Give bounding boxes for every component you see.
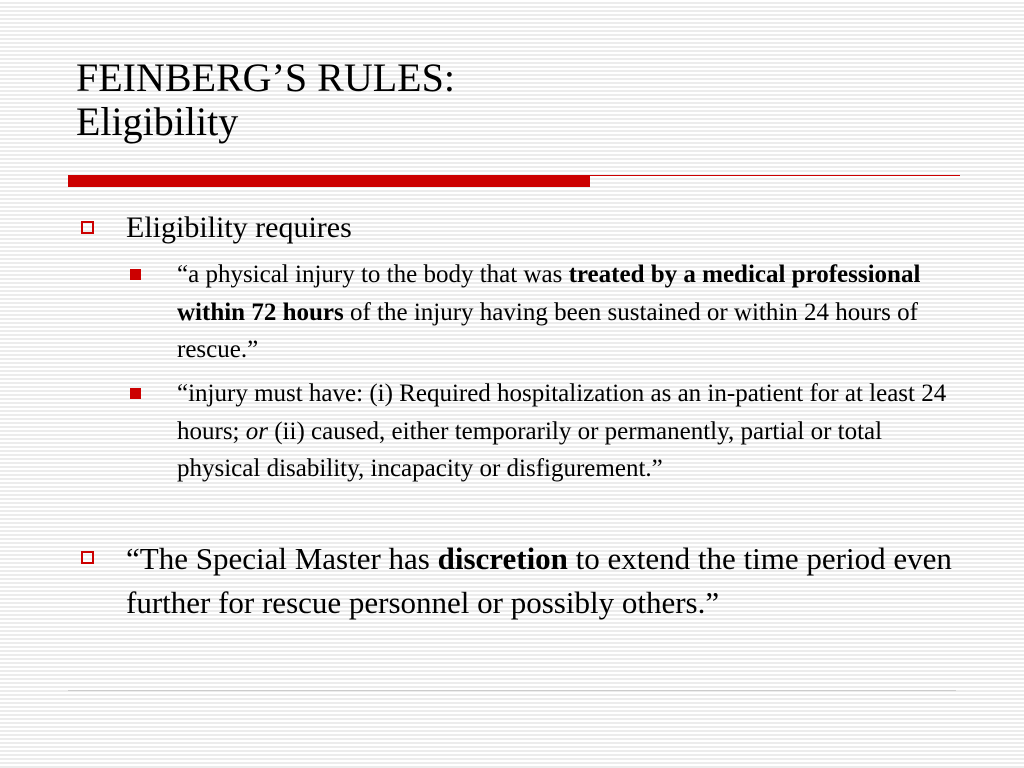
bullet-text <box>177 256 948 369</box>
bullet-special-master-discretion <box>76 537 956 625</box>
emphasis-bold: discretion <box>437 541 568 576</box>
sub-bullet-injury-must-have <box>128 375 948 488</box>
emphasis-italic: or <box>245 417 268 445</box>
filled-square-bullet-icon <box>130 388 141 399</box>
slide-title <box>76 56 455 144</box>
text-segment: of the injury having been sustained or within 24 hours of rescue.” <box>177 298 918 363</box>
text-segment: “injury must have: (i) Required hospitalization as an in-patient for at least 24 hours; <box>177 380 947 445</box>
hollow-square-bullet-icon <box>81 221 94 234</box>
bullet-eligibility-requires <box>76 207 956 249</box>
text-segment: (ii) caused, either temporarily or permanently, partial or total physical disability, incapacity or disfigurement.” <box>177 417 883 482</box>
title-underline-thick <box>68 175 590 187</box>
footer-divider <box>68 690 956 691</box>
filled-square-bullet-icon <box>130 269 141 280</box>
hollow-square-bullet-icon <box>81 551 94 564</box>
bullet-text <box>126 537 956 625</box>
text-segment: “The Special Master has <box>126 541 438 576</box>
slide-title-line-2: Eligibility <box>76 99 239 144</box>
text-segment: to extend the time period even further for rescue personnel or possibly others.” <box>126 541 952 620</box>
sub-bullet-physical-injury <box>128 256 948 369</box>
slide-title-line-1: FEINBERG’S RULES: <box>76 55 455 100</box>
text-segment: “a physical injury to the body that was <box>177 261 569 288</box>
bullet-text: Eligibility requires <box>126 211 352 244</box>
bullet-text <box>177 375 948 488</box>
emphasis-bold: treated by a medical professional within 72 hours <box>177 261 921 326</box>
